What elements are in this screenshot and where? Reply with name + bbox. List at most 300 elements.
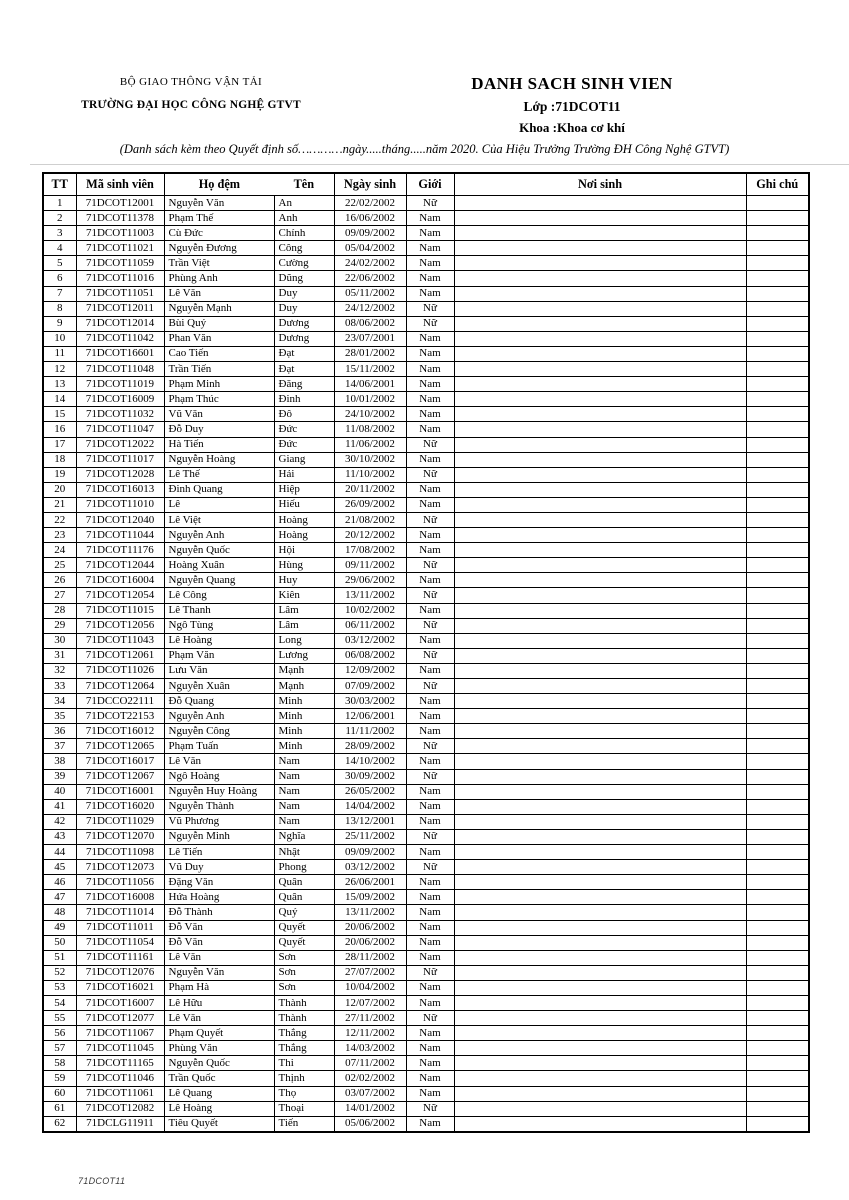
ten-cell: Nam xyxy=(274,784,334,799)
gioi-cell: Nam xyxy=(406,1041,454,1056)
document-title: DANH SACH SINH VIEN xyxy=(471,74,673,93)
table-row xyxy=(43,362,809,377)
ten-cell: Hải xyxy=(274,467,334,482)
ngay-sinh-cell: 22/06/2002 xyxy=(334,271,406,286)
ngay-sinh-cell: 14/10/2002 xyxy=(334,754,406,769)
code-cell: 71DCOT16009 xyxy=(76,392,164,407)
table-row xyxy=(43,1071,809,1086)
ngay-sinh-cell: 20/06/2002 xyxy=(334,920,406,935)
tt-cell: 28 xyxy=(43,603,76,618)
ho-dem-cell: Nguyễn Quốc xyxy=(164,1056,274,1071)
ghi-chu-cell xyxy=(746,754,809,769)
gioi-cell: Nam xyxy=(406,346,454,361)
ho-dem-cell: Ngô Tùng xyxy=(164,618,274,633)
ho-dem-cell: Lê Thanh xyxy=(164,603,274,618)
noi-sinh-cell xyxy=(454,467,746,482)
gioi-cell: Nam xyxy=(406,362,454,377)
ten-cell: Nhật xyxy=(274,845,334,860)
tt-cell: 62 xyxy=(43,1116,76,1132)
tt-cell: 14 xyxy=(43,392,76,407)
ho-dem-cell: Đỗ Quang xyxy=(164,694,274,709)
ho-dem-cell: Bùi Quý xyxy=(164,316,274,331)
table-row xyxy=(43,995,809,1010)
tt-cell: 12 xyxy=(43,362,76,377)
ho-dem-cell: Phạm Thúc xyxy=(164,392,274,407)
gioi-cell: Nam xyxy=(406,694,454,709)
gioi-cell: Nam xyxy=(406,377,454,392)
code-cell: 71DCOT12011 xyxy=(76,301,164,316)
table-row xyxy=(43,226,809,241)
ho-dem-cell: Đỗ Văn xyxy=(164,935,274,950)
gioi-cell: Nam xyxy=(406,528,454,543)
ngay-sinh-cell: 15/09/2002 xyxy=(334,890,406,905)
gioi-cell: Nam xyxy=(406,875,454,890)
ho-dem-cell: Lê Công xyxy=(164,588,274,603)
ten-cell: Đạt xyxy=(274,346,334,361)
ghi-chu-cell xyxy=(746,1116,809,1132)
ghi-chu-cell xyxy=(746,799,809,814)
ngay-sinh-cell: 07/09/2002 xyxy=(334,679,406,694)
gioi-cell: Nữ xyxy=(406,1101,454,1116)
code-cell: 71DCOT11051 xyxy=(76,286,164,301)
ho-dem-cell: Lê Tiến xyxy=(164,845,274,860)
ho-dem-cell: Lê Văn xyxy=(164,950,274,965)
table-row xyxy=(43,452,809,467)
ho-dem-cell: Lê Thế xyxy=(164,467,274,482)
ten-cell: Quyết xyxy=(274,920,334,935)
ngay-sinh-cell: 12/07/2002 xyxy=(334,995,406,1010)
code-cell: 71DCOT12076 xyxy=(76,965,164,980)
gioi-cell: Nam xyxy=(406,1056,454,1071)
ngay-sinh-cell: 09/09/2002 xyxy=(334,226,406,241)
table-row xyxy=(43,875,809,890)
ghi-chu-cell xyxy=(746,648,809,663)
col-header-gioi: Giới xyxy=(406,173,454,196)
code-cell: 71DCOT11047 xyxy=(76,422,164,437)
gioi-cell: Nam xyxy=(406,724,454,739)
gioi-cell: Nam xyxy=(406,814,454,829)
ghi-chu-cell xyxy=(746,875,809,890)
gioi-cell: Nam xyxy=(406,1116,454,1132)
code-cell: 71DCOT16004 xyxy=(76,573,164,588)
ghi-chu-cell xyxy=(746,739,809,754)
gioi-cell: Nam xyxy=(406,256,454,271)
ho-dem-cell: Nguyễn Thành xyxy=(164,799,274,814)
code-cell: 71DCOT11029 xyxy=(76,814,164,829)
ten-cell: Kiên xyxy=(274,588,334,603)
noi-sinh-cell xyxy=(454,739,746,754)
ten-cell: Phong xyxy=(274,860,334,875)
noi-sinh-cell xyxy=(454,754,746,769)
ngay-sinh-cell: 26/05/2002 xyxy=(334,784,406,799)
ten-cell: Hoàng xyxy=(274,512,334,527)
table-row xyxy=(43,694,809,709)
university-line: TRƯỜNG ĐẠI HỌC CÔNG NGHỆ GTVT xyxy=(81,99,301,111)
tt-cell: 45 xyxy=(43,860,76,875)
noi-sinh-cell xyxy=(454,724,746,739)
ten-cell: Đô xyxy=(274,407,334,422)
ngay-sinh-cell: 14/04/2002 xyxy=(334,799,406,814)
tt-cell: 1 xyxy=(43,196,76,211)
ho-dem-cell: Trần Quốc xyxy=(164,1071,274,1086)
noi-sinh-cell xyxy=(454,226,746,241)
noi-sinh-cell xyxy=(454,1041,746,1056)
code-cell: 71DCOT11016 xyxy=(76,271,164,286)
ghi-chu-cell xyxy=(746,452,809,467)
ten-cell: Nam xyxy=(274,814,334,829)
ngay-sinh-cell: 24/02/2002 xyxy=(334,256,406,271)
ghi-chu-cell xyxy=(746,316,809,331)
ho-dem-cell: Đỗ Thành xyxy=(164,905,274,920)
noi-sinh-cell xyxy=(454,346,746,361)
noi-sinh-cell xyxy=(454,256,746,271)
tt-cell: 24 xyxy=(43,543,76,558)
tt-cell: 49 xyxy=(43,920,76,935)
ghi-chu-cell xyxy=(746,694,809,709)
tt-cell: 48 xyxy=(43,905,76,920)
ho-dem-cell: Đặng Văn xyxy=(164,875,274,890)
noi-sinh-cell xyxy=(454,663,746,678)
tt-cell: 33 xyxy=(43,679,76,694)
ho-dem-cell: Lê Văn xyxy=(164,754,274,769)
ten-cell: Dũng xyxy=(274,271,334,286)
decision-note: (Danh sách kèm theo Quyết định số…………ngày.....tháng.....năm 2020. Của Hiệu Trưởng Trường ĐH Công Nghệ GTVT) xyxy=(119,142,730,156)
ghi-chu-cell xyxy=(746,905,809,920)
code-cell: 71DCOT11044 xyxy=(76,528,164,543)
ten-cell: An xyxy=(274,196,334,211)
ghi-chu-cell xyxy=(746,845,809,860)
code-cell: 71DCOT11176 xyxy=(76,543,164,558)
ngay-sinh-cell: 28/11/2002 xyxy=(334,950,406,965)
col-header-ten: Tên xyxy=(293,177,315,191)
tt-cell: 60 xyxy=(43,1086,76,1101)
noi-sinh-cell xyxy=(454,980,746,995)
ho-dem-cell: Lê Văn xyxy=(164,286,274,301)
code-cell: 71DCOT16001 xyxy=(76,784,164,799)
code-cell: 71DCOT11067 xyxy=(76,1026,164,1041)
code-cell: 71DCOT11045 xyxy=(76,1041,164,1056)
noi-sinh-cell xyxy=(454,633,746,648)
ho-dem-cell: Phạm Tuấn xyxy=(164,739,274,754)
code-cell: 71DCOT11165 xyxy=(76,1056,164,1071)
ho-dem-cell: Lưu Văn xyxy=(164,663,274,678)
tt-cell: 2 xyxy=(43,211,76,226)
tt-cell: 23 xyxy=(43,528,76,543)
code-cell: 71DCOT12014 xyxy=(76,316,164,331)
table-row xyxy=(43,573,809,588)
ho-dem-cell: Vũ Văn xyxy=(164,407,274,422)
tt-cell: 17 xyxy=(43,437,76,452)
ten-cell: Minh xyxy=(274,694,334,709)
ngay-sinh-cell: 14/03/2002 xyxy=(334,1041,406,1056)
gioi-cell: Nam xyxy=(406,241,454,256)
tt-cell: 31 xyxy=(43,648,76,663)
ten-cell: Duy xyxy=(274,301,334,316)
ngay-sinh-cell: 27/07/2002 xyxy=(334,965,406,980)
tt-cell: 43 xyxy=(43,829,76,844)
ngay-sinh-cell: 13/11/2002 xyxy=(334,905,406,920)
ghi-chu-cell xyxy=(746,346,809,361)
ngay-sinh-cell: 21/08/2002 xyxy=(334,512,406,527)
ho-dem-cell: Nguyễn Quốc xyxy=(164,543,274,558)
ho-dem-cell: Phùng Anh xyxy=(164,271,274,286)
noi-sinh-cell xyxy=(454,679,746,694)
ho-dem-cell: Nguyễn Anh xyxy=(164,709,274,724)
code-cell: 71DCOT11021 xyxy=(76,241,164,256)
ten-cell: Long xyxy=(274,633,334,648)
tt-cell: 40 xyxy=(43,784,76,799)
ghi-chu-cell xyxy=(746,1086,809,1101)
table-row xyxy=(43,860,809,875)
code-cell: 71DCOT11378 xyxy=(76,211,164,226)
ngay-sinh-cell: 05/06/2002 xyxy=(334,1116,406,1132)
tt-cell: 54 xyxy=(43,995,76,1010)
gioi-cell: Nữ xyxy=(406,829,454,844)
ghi-chu-cell xyxy=(746,1071,809,1086)
gioi-cell: Nữ xyxy=(406,648,454,663)
table-row xyxy=(43,799,809,814)
noi-sinh-cell xyxy=(454,935,746,950)
table-row xyxy=(43,271,809,286)
gioi-cell: Nam xyxy=(406,392,454,407)
ghi-chu-cell xyxy=(746,331,809,346)
noi-sinh-cell xyxy=(454,618,746,633)
ten-cell: Thịnh xyxy=(274,1071,334,1086)
noi-sinh-cell xyxy=(454,1101,746,1116)
noi-sinh-cell xyxy=(454,482,746,497)
ghi-chu-cell xyxy=(746,603,809,618)
ngay-sinh-cell: 06/11/2002 xyxy=(334,618,406,633)
noi-sinh-cell xyxy=(454,769,746,784)
noi-sinh-cell xyxy=(454,528,746,543)
ten-cell: Quý xyxy=(274,905,334,920)
code-cell: 71DCOT11059 xyxy=(76,256,164,271)
ghi-chu-cell xyxy=(746,256,809,271)
noi-sinh-cell xyxy=(454,512,746,527)
ghi-chu-cell xyxy=(746,1056,809,1071)
ngay-sinh-cell: 12/06/2001 xyxy=(334,709,406,724)
gioi-cell: Nam xyxy=(406,573,454,588)
ngay-sinh-cell: 14/01/2002 xyxy=(334,1101,406,1116)
gioi-cell: Nữ xyxy=(406,467,454,482)
ho-dem-cell: Nguyễn Văn xyxy=(164,965,274,980)
ho-dem-cell: Nguyễn Mạnh xyxy=(164,301,274,316)
code-cell: 71DCOT11017 xyxy=(76,452,164,467)
table-row xyxy=(43,679,809,694)
ho-dem-cell: Lê xyxy=(164,497,274,512)
noi-sinh-cell xyxy=(454,301,746,316)
ten-cell: Lâm xyxy=(274,603,334,618)
ho-dem-cell: Vũ Duy xyxy=(164,860,274,875)
ten-cell: Giang xyxy=(274,452,334,467)
tt-cell: 59 xyxy=(43,1071,76,1086)
ten-cell: Cường xyxy=(274,256,334,271)
ho-dem-cell: Hứa Hoàng xyxy=(164,890,274,905)
table-row xyxy=(43,241,809,256)
ngay-sinh-cell: 07/11/2002 xyxy=(334,1056,406,1071)
tt-cell: 57 xyxy=(43,1041,76,1056)
ten-cell: Thi xyxy=(274,1056,334,1071)
ngay-sinh-cell: 12/09/2002 xyxy=(334,663,406,678)
ten-cell: Đăng xyxy=(274,377,334,392)
table-row xyxy=(43,784,809,799)
table-row xyxy=(43,407,809,422)
table-row xyxy=(43,482,809,497)
ghi-chu-cell xyxy=(746,679,809,694)
ghi-chu-cell xyxy=(746,497,809,512)
ho-dem-cell: Phạm Văn xyxy=(164,648,274,663)
tt-cell: 58 xyxy=(43,1056,76,1071)
ten-cell: Nam xyxy=(274,754,334,769)
ghi-chu-cell xyxy=(746,890,809,905)
col-header-ngay-sinh: Ngày sinh xyxy=(334,173,406,196)
ngay-sinh-cell: 26/06/2001 xyxy=(334,875,406,890)
gioi-cell: Nam xyxy=(406,935,454,950)
noi-sinh-cell xyxy=(454,799,746,814)
tt-cell: 35 xyxy=(43,709,76,724)
noi-sinh-cell xyxy=(454,331,746,346)
ten-cell: Lương xyxy=(274,648,334,663)
tt-cell: 29 xyxy=(43,618,76,633)
gioi-cell: Nam xyxy=(406,286,454,301)
ghi-chu-cell xyxy=(746,573,809,588)
gioi-cell: Nam xyxy=(406,995,454,1010)
ten-cell: Hội xyxy=(274,543,334,558)
gioi-cell: Nam xyxy=(406,1086,454,1101)
tt-cell: 13 xyxy=(43,377,76,392)
noi-sinh-cell xyxy=(454,920,746,935)
code-cell: 71DCOT11019 xyxy=(76,377,164,392)
ministry-line: BỘ GIAO THÔNG VẬN TẢI xyxy=(119,76,263,88)
ngay-sinh-cell: 11/08/2002 xyxy=(334,422,406,437)
ten-cell: Huy xyxy=(274,573,334,588)
ten-cell: Mạnh xyxy=(274,679,334,694)
ten-cell: Nghĩa xyxy=(274,829,334,844)
noi-sinh-cell xyxy=(454,814,746,829)
ngay-sinh-cell: 30/03/2002 xyxy=(334,694,406,709)
ho-dem-cell: Vũ Phương xyxy=(164,814,274,829)
code-cell: 71DCOT16021 xyxy=(76,980,164,995)
table-row xyxy=(43,1011,809,1026)
noi-sinh-cell xyxy=(454,286,746,301)
tt-cell: 30 xyxy=(43,633,76,648)
noi-sinh-cell xyxy=(454,1116,746,1132)
gioi-cell: Nữ xyxy=(406,1011,454,1026)
table-row xyxy=(43,346,809,361)
tt-cell: 50 xyxy=(43,935,76,950)
tt-cell: 18 xyxy=(43,452,76,467)
table-row xyxy=(43,754,809,769)
tt-cell: 8 xyxy=(43,301,76,316)
code-cell: 71DCOT12044 xyxy=(76,558,164,573)
noi-sinh-cell xyxy=(454,588,746,603)
tt-cell: 3 xyxy=(43,226,76,241)
gioi-cell: Nam xyxy=(406,920,454,935)
noi-sinh-cell xyxy=(454,648,746,663)
code-cell: 71DCOT11046 xyxy=(76,1071,164,1086)
ghi-chu-cell xyxy=(746,512,809,527)
ngay-sinh-cell: 28/01/2002 xyxy=(334,346,406,361)
noi-sinh-cell xyxy=(454,497,746,512)
class-line: Lớp :71DCOT11 xyxy=(523,99,621,114)
gioi-cell: Nữ xyxy=(406,618,454,633)
ngay-sinh-cell: 12/11/2002 xyxy=(334,1026,406,1041)
ghi-chu-cell xyxy=(746,1026,809,1041)
ghi-chu-cell xyxy=(746,769,809,784)
gioi-cell: Nam xyxy=(406,407,454,422)
title-block xyxy=(422,74,722,136)
ngay-sinh-cell: 05/11/2002 xyxy=(334,286,406,301)
gioi-cell: Nữ xyxy=(406,860,454,875)
tt-cell: 56 xyxy=(43,1026,76,1041)
noi-sinh-cell xyxy=(454,845,746,860)
ten-cell: Minh xyxy=(274,739,334,754)
ghi-chu-cell xyxy=(746,286,809,301)
tt-cell: 55 xyxy=(43,1011,76,1026)
code-cell: 71DCOT12001 xyxy=(76,196,164,211)
gioi-cell: Nam xyxy=(406,633,454,648)
code-cell: 71DCOT11043 xyxy=(76,633,164,648)
col-header-ma-sinh-vien: Mã sinh viên xyxy=(76,173,164,196)
ghi-chu-cell xyxy=(746,437,809,452)
ghi-chu-cell xyxy=(746,301,809,316)
ten-cell: Hiệp xyxy=(274,482,334,497)
ghi-chu-cell xyxy=(746,211,809,226)
noi-sinh-cell xyxy=(454,377,746,392)
noi-sinh-cell xyxy=(454,829,746,844)
ho-dem-cell: Cao Tiến xyxy=(164,346,274,361)
gioi-cell: Nam xyxy=(406,452,454,467)
ghi-chu-cell xyxy=(746,362,809,377)
ho-dem-cell: Lê Hữu xyxy=(164,995,274,1010)
gioi-cell: Nữ xyxy=(406,558,454,573)
code-cell: 71DCOT11042 xyxy=(76,331,164,346)
ngay-sinh-cell: 25/11/2002 xyxy=(334,829,406,844)
ten-cell: Thoại xyxy=(274,1101,334,1116)
gioi-cell: Nam xyxy=(406,422,454,437)
tt-cell: 6 xyxy=(43,271,76,286)
code-cell: 71DCOT11161 xyxy=(76,950,164,965)
ngay-sinh-cell: 28/09/2002 xyxy=(334,739,406,754)
col-header-tt: TT xyxy=(43,173,76,196)
code-cell: 71DCCO22111 xyxy=(76,694,164,709)
gioi-cell: Nữ xyxy=(406,588,454,603)
gioi-cell: Nam xyxy=(406,905,454,920)
ngay-sinh-cell: 03/12/2002 xyxy=(334,633,406,648)
tt-cell: 46 xyxy=(43,875,76,890)
noi-sinh-cell xyxy=(454,437,746,452)
table-row xyxy=(43,316,809,331)
ten-cell: Duy xyxy=(274,286,334,301)
tt-cell: 41 xyxy=(43,799,76,814)
code-cell: 71DCOT12065 xyxy=(76,739,164,754)
col-header-noi-sinh: Nơi sinh xyxy=(454,173,746,196)
code-cell: 71DCOT11003 xyxy=(76,226,164,241)
ho-dem-cell: Hà Tiến xyxy=(164,437,274,452)
ghi-chu-cell xyxy=(746,995,809,1010)
noi-sinh-cell xyxy=(454,573,746,588)
gioi-cell: Nữ xyxy=(406,739,454,754)
ten-cell: Thọ xyxy=(274,1086,334,1101)
ho-dem-cell: Lê Hoàng xyxy=(164,633,274,648)
ten-cell: Đức xyxy=(274,422,334,437)
table-row xyxy=(43,512,809,527)
ngay-sinh-cell: 13/12/2001 xyxy=(334,814,406,829)
table-row xyxy=(43,980,809,995)
ten-cell: Thắng xyxy=(274,1026,334,1041)
ten-cell: Dương xyxy=(274,316,334,331)
table-row xyxy=(43,1086,809,1101)
